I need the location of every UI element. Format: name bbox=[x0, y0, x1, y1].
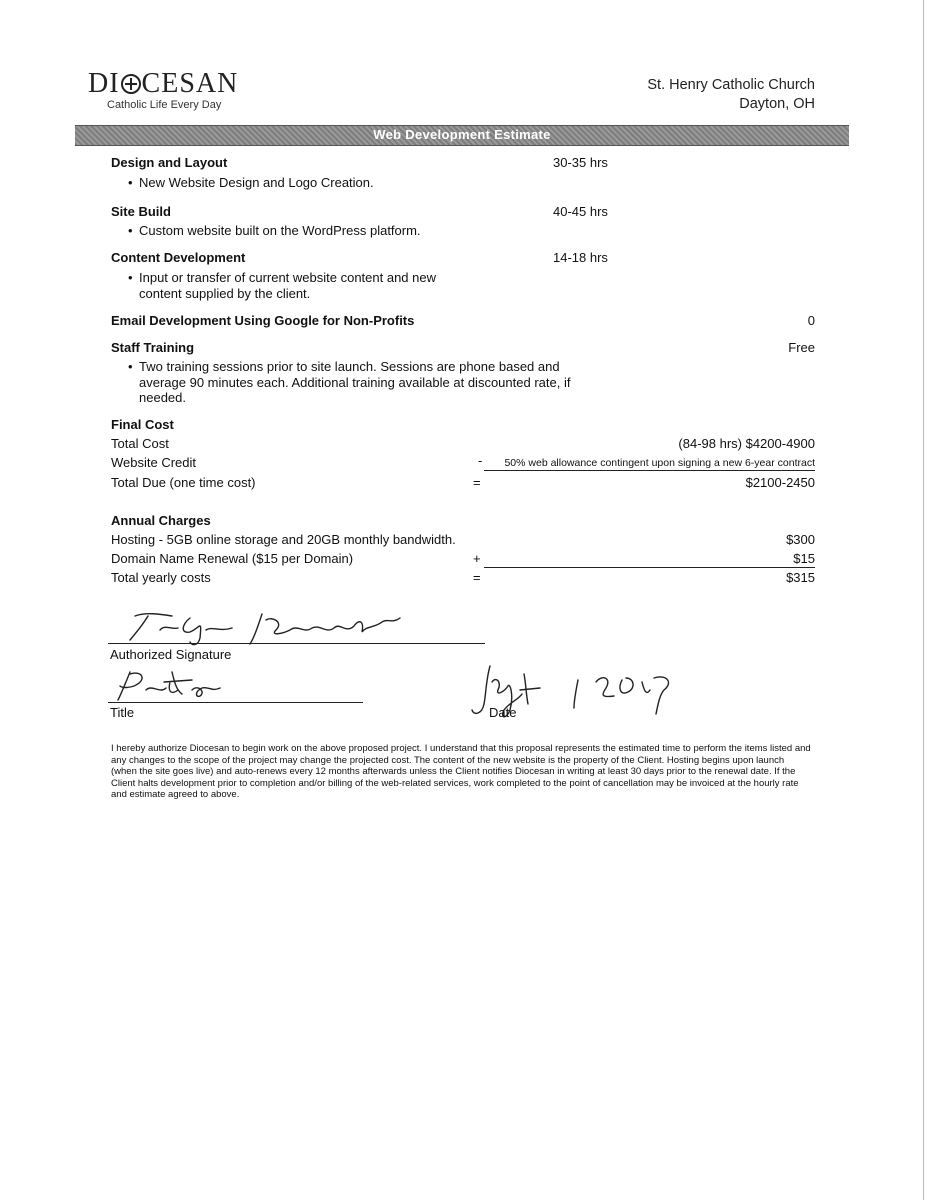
total-due-equals-symbol: = bbox=[473, 475, 481, 490]
hours-build: 40-45 hrs bbox=[553, 204, 608, 219]
signature-line bbox=[108, 643, 485, 644]
hosting-label: Hosting - 5GB online storage and 20GB monthly bandwidth. bbox=[111, 532, 456, 547]
list-item: • Two training sessions prior to site launch. Sessions are phone based and average 90 minutes each. Additional training available at discounted rate, if needed. bbox=[128, 359, 571, 405]
client-name: St. Henry Catholic Church bbox=[647, 77, 815, 93]
domain-plus-symbol: + bbox=[473, 551, 481, 566]
handwritten-title bbox=[112, 668, 232, 702]
title-label: Title bbox=[110, 705, 135, 720]
domain-label: Domain Name Renewal ($15 per Domain) bbox=[111, 551, 354, 566]
list-item: • Custom website built on the WordPress platform. bbox=[128, 223, 421, 238]
client-location: Dayton, OH bbox=[739, 96, 815, 112]
logo-text-end: CESAN bbox=[141, 68, 239, 99]
training-value: Free bbox=[788, 340, 815, 355]
section-title-final-cost: Final Cost bbox=[111, 417, 174, 432]
title-line bbox=[108, 702, 363, 703]
logo-tagline: Catholic Life Every Day bbox=[107, 99, 222, 111]
section-title-email: Email Development Using Google for Non-Profits bbox=[111, 313, 415, 328]
authorization-text: I hereby authorize Diocesan to begin work on the above proposed project. I understand that this proposal represents the estimated time to perform the items listed and any changes to the scope of the project may change the projected cost. The content of the new website is the property of the Client. Hosting begins upon launch (when the site goes live) and auto-renews every 12 months afterwards unless the Client notifies Diocesan in writing at least 30 days prior to the renewal date. If the Client halts development prior to completion and/or billing of the web-related services, work completed to the point of cancellation may be invoiced at the hourly rate and estimate agreed to above. bbox=[111, 743, 811, 800]
section-title-build: Site Build bbox=[111, 204, 171, 219]
website-credit-label: Website Credit bbox=[111, 455, 197, 470]
divider bbox=[484, 470, 815, 471]
hours-design: 30-35 hrs bbox=[553, 155, 608, 170]
domain-value: $15 bbox=[793, 551, 815, 566]
section-title-training: Staff Training bbox=[111, 340, 195, 355]
yearly-equals-symbol: = bbox=[473, 570, 481, 585]
estimate-banner bbox=[75, 125, 849, 146]
banner-title: Web Development Estimate bbox=[373, 127, 551, 142]
section-title-content: Content Development bbox=[111, 250, 246, 265]
hours-content: 14-18 hrs bbox=[553, 250, 608, 265]
client-address bbox=[647, 76, 815, 114]
diocesan-logo bbox=[88, 68, 238, 100]
total-due-value: $2100-2450 bbox=[745, 475, 815, 490]
section-title-annual: Annual Charges bbox=[111, 513, 211, 528]
total-due-label: Total Due (one time cost) bbox=[111, 475, 256, 490]
total-cost-label: Total Cost bbox=[111, 436, 169, 451]
list-item: • New Website Design and Logo Creation. bbox=[128, 175, 374, 190]
logo-text-start: DI bbox=[88, 68, 120, 99]
cross-circle-icon bbox=[121, 74, 141, 94]
section-title-design: Design and Layout bbox=[111, 155, 228, 170]
divider bbox=[484, 567, 815, 568]
scan-edge-divider bbox=[923, 0, 924, 1200]
website-credit-note: 50% web allowance contingent upon signing a new 6-year contract bbox=[504, 457, 815, 469]
authorized-signature-label: Authorized Signature bbox=[110, 647, 232, 662]
hosting-value: $300 bbox=[786, 532, 815, 547]
handwritten-signature bbox=[120, 608, 420, 648]
total-cost-value: (84-98 hrs) $4200-4900 bbox=[678, 436, 815, 451]
date-label: Date bbox=[489, 705, 517, 720]
yearly-label: Total yearly costs bbox=[111, 570, 211, 585]
credit-minus-symbol: - bbox=[478, 453, 483, 468]
list-item: • Input or transfer of current website content and new content supplied by the client. bbox=[128, 270, 437, 301]
email-value: 0 bbox=[807, 313, 815, 328]
yearly-value: $315 bbox=[786, 570, 815, 585]
